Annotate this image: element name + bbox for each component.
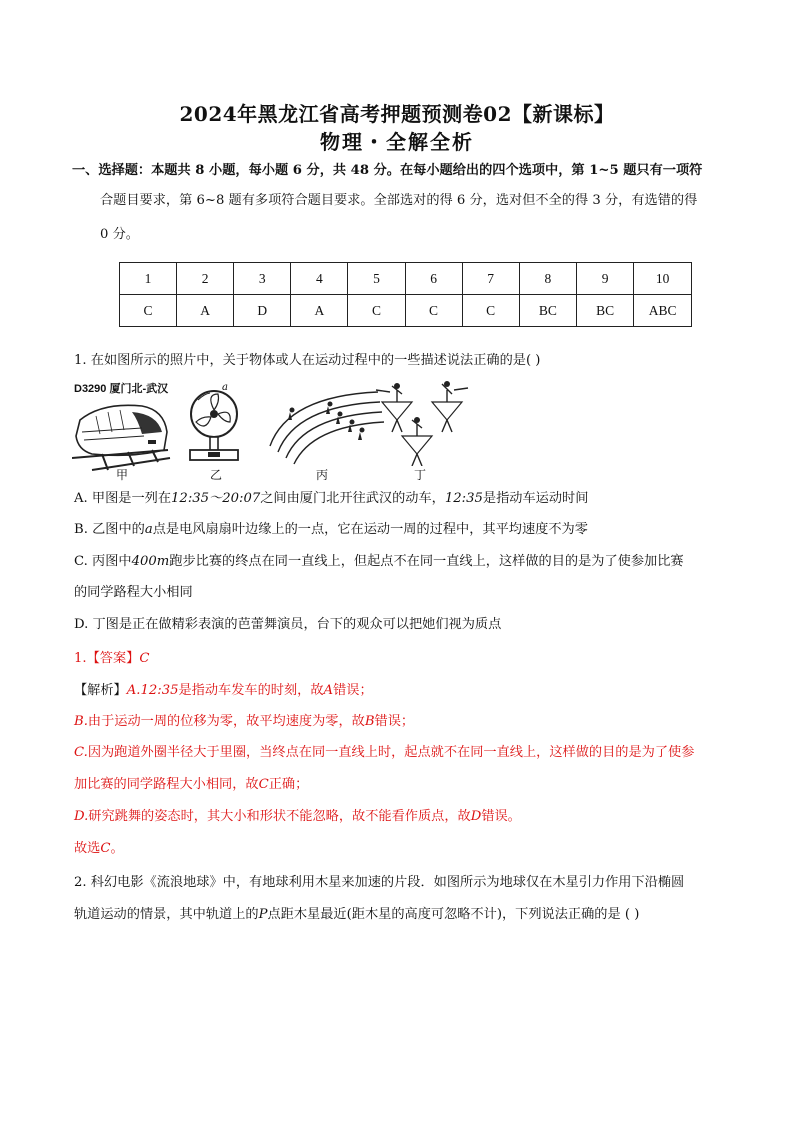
answer-cell: A (291, 295, 348, 327)
option-a-time: 12:35 (444, 491, 483, 506)
page-subtitle: 物理・全解全析 (320, 130, 474, 154)
option-c-text: C. 丙图中 (74, 554, 132, 569)
answer-cell: A (177, 295, 234, 327)
q1-option-a (74, 490, 588, 508)
q1-analysis-c-line2 (74, 776, 308, 794)
analysis-a-end: 错误； (333, 683, 373, 698)
fan-illustration (184, 388, 244, 466)
page-title: 2024年黑龙江省高考押题预测卷02【新课标】 (179, 102, 615, 126)
q1-conclusion (74, 840, 124, 858)
analysis-a-letter: A (323, 683, 334, 698)
analysis-label: 【解析】 (74, 683, 127, 698)
analysis-a-prefix: A.12:35 (126, 683, 179, 698)
analysis-c-end: 正确； (268, 777, 309, 792)
q1-analysis-a (74, 682, 373, 700)
q2-stem-line1: 2. 科幻电影《流浪地球》中，有地球利用木星来加速的片段．如图所示为地球仅在木星引力作用下沿椭圆 (74, 875, 685, 890)
figure-caption-yi: 乙 (209, 468, 222, 482)
fan-point-label: a (222, 382, 228, 393)
answer-cell: C (348, 295, 405, 327)
analysis-d-prefix: D. (74, 809, 89, 824)
ballet-dancers-illustration (372, 380, 472, 466)
option-a-text-end: 是指动车运动时间 (482, 491, 589, 506)
analysis-b-text: 由于运动一周的位移为零，故平均速度为零，故 (87, 714, 365, 729)
q2-line2-text-end: 点距木星最近(距木星的高度可忽略不计)，下列说法正确的是 ( ) (267, 907, 640, 922)
analysis-d-letter: D (470, 809, 482, 824)
analysis-a-text: 是指动车发车的时刻，故 (178, 683, 324, 698)
figure-caption-bing: 丙 (315, 468, 328, 482)
q1-stem: 1. 在如图所示的照片中，关于物体或人在运动过程中的一些描述说法正确的是( ) (74, 353, 541, 368)
running-track-illustration (268, 386, 388, 466)
analysis-c-line2-text: 加比赛的同学路程大小相同，故 (74, 777, 259, 792)
q1-analysis-b (74, 713, 414, 731)
question-number-cell: 3 (234, 263, 291, 295)
section-instructions-line3: 0 分。 (100, 227, 139, 242)
question-number-cell: 1 (120, 263, 177, 295)
option-a-text: A. 甲图是一列在 (74, 491, 172, 506)
q1-option-d: D. 丁图是正在做精彩表演的芭蕾舞演员，台下的观众可以把她们视为质点 (74, 617, 502, 632)
analysis-b-prefix: B. (74, 714, 88, 729)
q1-option-c-line2: 的同学路程大小相同 (74, 585, 193, 600)
conclusion-letter: C (100, 841, 111, 856)
answer-table-number-row (120, 263, 692, 295)
option-c-variable: 400m (131, 554, 170, 569)
q2-point-variable: P (258, 907, 268, 922)
q1-answer (74, 650, 149, 668)
answer-table (119, 262, 692, 327)
analysis-d-end: 错误。 (481, 809, 521, 824)
answer-cell: D (234, 295, 291, 327)
section-instructions-line1: 一、选择题：本题共 8 小题，每小题 6 分，共 48 分。在每小题给出的四个选项中，第 1~5 题只有一项符 (72, 163, 703, 178)
question-number-cell: 9 (577, 263, 634, 295)
question-number-cell: 2 (177, 263, 234, 295)
answer-cell: BC (577, 295, 634, 327)
question-number-cell: 8 (519, 263, 576, 295)
q2-line2-text: 轨道运动的情景，其中轨道上的 (74, 907, 259, 922)
analysis-c-prefix: C. (74, 745, 88, 760)
q1-figure (72, 380, 472, 480)
answer-cell: BC (519, 295, 576, 327)
answer-table-answer-row (120, 295, 692, 327)
question-number-cell: 5 (348, 263, 405, 295)
answer-cell: C (462, 295, 519, 327)
train-illustration (72, 392, 172, 472)
answer-cell: C (120, 295, 177, 327)
q1-option-c (74, 553, 684, 571)
question-number-cell: 6 (405, 263, 462, 295)
question-number-cell: 7 (462, 263, 519, 295)
analysis-d-text: 研究跳舞的姿态时，其大小和形状不能忽略，故不能看作质点，故 (88, 809, 471, 824)
analysis-b-end: 错误； (374, 714, 415, 729)
q1-analysis-c (74, 744, 694, 762)
q1-option-b (74, 521, 588, 539)
option-b-variable: a (144, 522, 153, 537)
option-c-text-end: 跑步比赛的终点在同一直线上，但起点不在同一直线上，这样做的目的是为了使参加比赛 (169, 554, 684, 569)
question-number-cell: 10 (634, 263, 692, 295)
question-number-cell: 4 (291, 263, 348, 295)
conclusion-end: 。 (110, 841, 124, 856)
option-a-time-range: 12:35～20:07 (171, 491, 261, 506)
conclusion-text: 故选 (74, 841, 101, 856)
option-b-text-end: 点是电风扇扇叶边缘上的一点，它在运动一周的过程中，其平均速度不为零 (152, 522, 588, 537)
answer-value: C (139, 651, 150, 666)
option-b-text: B. 乙图中的 (74, 522, 145, 537)
q1-analysis-d (74, 808, 521, 826)
answer-label: 1.【答案】 (74, 651, 140, 666)
analysis-c-text: 因为跑道外圈半径大于里圈，当终点在同一直线上时，起点就不在同一直线上，这样做的目的是为了使参 (87, 745, 695, 760)
q2-stem-line2 (74, 906, 639, 924)
figure-caption-ding: 丁 (413, 468, 426, 482)
answer-cell: C (405, 295, 462, 327)
analysis-b-letter: B (364, 714, 375, 729)
analysis-c-letter: C (258, 777, 269, 792)
train-route-label: D3290 厦门北-武汉 (74, 383, 169, 395)
option-a-text-mid: 之间由厦门北开往武汉的动车， (260, 491, 445, 506)
figure-caption-jia: 甲 (115, 468, 128, 482)
answer-cell: ABC (634, 295, 692, 327)
section-instructions-line2: 合题目要求，第 6~8 题有多项符合题目要求。全部选对的得 6 分，选对但不全的得 3 分，有选错的得 (100, 193, 698, 208)
